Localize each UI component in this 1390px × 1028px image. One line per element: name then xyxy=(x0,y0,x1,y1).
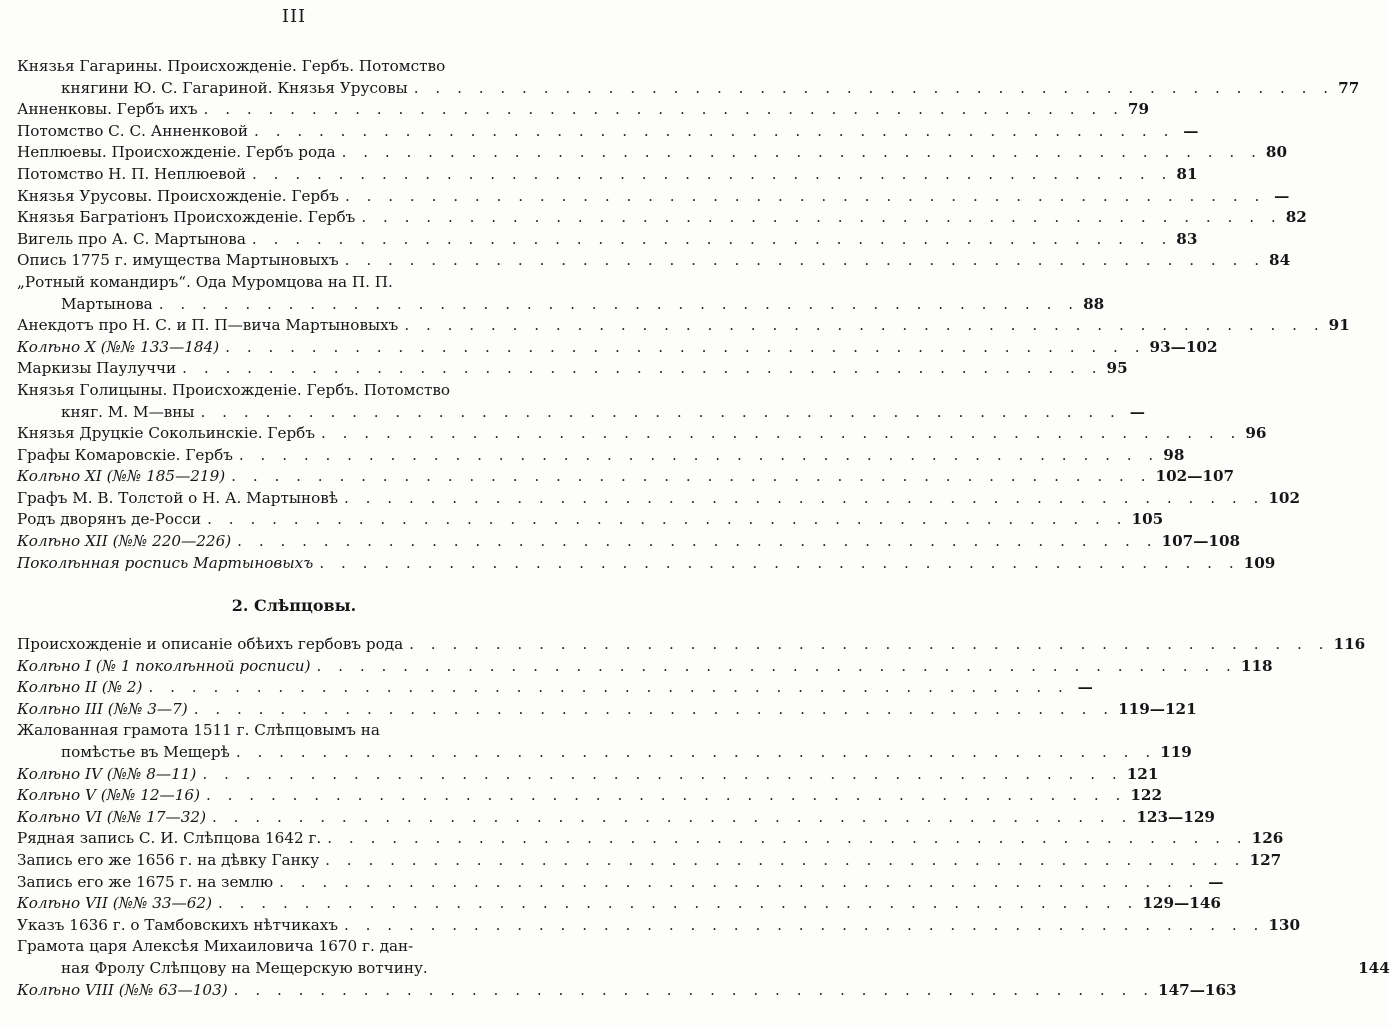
toc-entry-title: „Ротный командиръ“. Ода Муромцова на П. П. xyxy=(17,272,393,291)
toc-entry xyxy=(17,488,1301,510)
toc-entry-page: 144 xyxy=(1358,958,1390,977)
dot-leader xyxy=(206,807,1132,829)
toc-entry xyxy=(17,142,1288,164)
toc-entry-title: Колѣно XII (№№ 220—226) xyxy=(17,532,232,551)
toc-entry xyxy=(17,229,1198,251)
toc-entry-title: Запись его же 1675 г. на землю xyxy=(17,872,274,891)
dot-leader xyxy=(408,78,1334,100)
toc-entry-page: 77 xyxy=(1338,78,1360,97)
toc-entry xyxy=(17,78,1360,100)
dot-leader xyxy=(188,699,1114,721)
section-heading: 2. Слѣпцовы. xyxy=(231,596,357,615)
toc-entry-title: Князья Друцкіе Сокольинскіе. Гербъ xyxy=(17,424,315,443)
toc-entry-title: помѣстье въ Мещерѣ xyxy=(61,742,230,761)
toc-entry xyxy=(17,980,1237,1002)
dot-leader xyxy=(176,358,1102,380)
toc-entry-page: 83 xyxy=(1176,229,1198,248)
toc-entry xyxy=(17,272,571,294)
dot-leader xyxy=(153,294,1079,316)
dot-leader xyxy=(403,634,1329,656)
toc-entry xyxy=(17,250,1291,272)
dot-leader xyxy=(201,509,1127,531)
dot-leader xyxy=(225,466,1151,488)
toc-entry-page: — xyxy=(1077,678,1093,697)
toc-entry-page: 96 xyxy=(1245,424,1267,443)
dot-leader xyxy=(200,785,1126,807)
dot-leader xyxy=(338,488,1264,510)
toc-entry-page: 102 xyxy=(1268,488,1301,507)
dot-leader xyxy=(228,980,1154,1002)
toc-entry-title: Колѣно VII (№№ 33—62) xyxy=(17,894,212,913)
dot-leader xyxy=(273,872,1199,894)
toc-entry xyxy=(17,402,1145,424)
toc-entry-title: Князья Багратіонъ Происхожденіе. Гербъ xyxy=(17,208,356,227)
toc-entry-page: 80 xyxy=(1265,143,1288,162)
toc-entry-title: ная Фролу Слѣпцову на Мещерскую вотчину. xyxy=(61,958,428,977)
toc-entry xyxy=(17,764,1159,786)
toc-entry-title: Колѣно X (№№ 133—184) xyxy=(17,337,220,356)
toc-entry-title: Колѣно VIII (№№ 63—103) xyxy=(17,980,228,999)
dot-leader xyxy=(198,99,1124,121)
toc-entry-page: 109 xyxy=(1243,553,1276,572)
toc-entry-page: 121 xyxy=(1126,764,1159,783)
toc-entry-title: Колѣно I (№ 1 поколѣнной росписи) xyxy=(17,656,311,675)
toc-entry-title: княг. М. М—вны xyxy=(61,402,195,421)
toc-entry-page: 122 xyxy=(1130,786,1163,805)
toc-entry-title: Графы Комаровскіе. Гербъ xyxy=(17,445,233,464)
dot-leader xyxy=(315,423,1241,445)
toc-entry xyxy=(17,785,1163,807)
toc-entry-title: Колѣно IV (№№ 8—11) xyxy=(17,764,197,783)
toc-entry-page: 147—163 xyxy=(1158,980,1237,999)
toc-entry xyxy=(17,509,1164,531)
toc-entry-page: 123—129 xyxy=(1136,807,1215,826)
dot-leader xyxy=(219,337,1145,359)
toc-entry-page: — xyxy=(1208,872,1224,891)
toc-entry-page: 130 xyxy=(1268,915,1301,934)
toc-entry xyxy=(17,315,1350,337)
dot-leader xyxy=(355,207,1281,229)
toc-entry-title: Запись его же 1656 г. на дѣвку Ганку xyxy=(17,850,320,869)
toc-entry-title: Мартынова xyxy=(61,294,153,313)
page-number: III xyxy=(281,6,307,27)
dot-leader xyxy=(336,142,1262,164)
toc-entry-title: Анекдотъ про Н. С. и П. П—вича Мартыновыхъ xyxy=(17,316,399,335)
toc-entry-page: 126 xyxy=(1251,829,1284,848)
toc-entry-title: Грамота царя Алексѣя Михаиловича 1670 г. дан- xyxy=(17,937,414,956)
toc-entry-page: 129—146 xyxy=(1142,894,1221,913)
toc-entry xyxy=(17,958,1390,980)
toc-entry-title: Колѣно II (№ 2) xyxy=(17,678,143,697)
dot-leader xyxy=(196,764,1122,786)
toc-entry-page: 105 xyxy=(1131,510,1164,529)
toc-entry xyxy=(17,99,1150,121)
dot-leader xyxy=(195,402,1121,424)
toc-entry xyxy=(17,380,571,402)
toc-entry-title: княгини Ю. С. Гагариной. Князья Урусовы xyxy=(61,78,408,97)
toc-entry-page: 81 xyxy=(1176,164,1198,183)
toc-entry-page: 95 xyxy=(1106,359,1128,378)
toc-entry-title: Жалованная грамота 1511 г. Слѣпцовымъ на xyxy=(17,721,380,740)
toc-entry-page: 98 xyxy=(1163,445,1185,464)
dot-leader xyxy=(339,186,1265,208)
toc-entry xyxy=(17,56,571,78)
dot-leader xyxy=(398,315,1324,337)
toc-entry xyxy=(17,699,1197,721)
toc-entry xyxy=(17,121,1199,143)
toc-entry xyxy=(17,207,1307,229)
toc-entry-title: Князья Урусовы. Происхожденіе. Гербъ xyxy=(17,186,339,205)
toc-entry-title: Поколѣнная роспись Мартыновыхъ xyxy=(17,553,314,572)
toc-entry xyxy=(17,828,1284,850)
toc-entry-page: 88 xyxy=(1083,294,1105,313)
toc-entry-page: 91 xyxy=(1328,316,1350,335)
dot-leader xyxy=(339,250,1265,272)
toc-entry-title: Указъ 1636 г. о Тамбовскихъ нѣтчикахъ xyxy=(17,915,338,934)
toc-entry-title: Колѣно VI (№№ 17—32) xyxy=(17,807,206,826)
toc-entry xyxy=(17,358,1128,380)
dot-leader xyxy=(233,445,1159,467)
dot-leader xyxy=(142,677,1068,699)
toc-entry xyxy=(17,466,1235,488)
dot-leader xyxy=(321,828,1247,850)
toc-entry-page: 119 xyxy=(1160,742,1192,761)
toc-entry xyxy=(17,445,1185,467)
toc-entry xyxy=(17,936,571,958)
toc-entry-page: 127 xyxy=(1249,850,1282,869)
toc-entry-title: Опись 1775 г. имущества Мартыновыхъ xyxy=(17,251,339,270)
toc-entry xyxy=(17,531,1241,553)
toc-entry-title: Вигель про А. С. Мартынова xyxy=(17,229,246,248)
toc-entry-title: Неплюевы. Происхожденіе. Гербъ рода xyxy=(17,143,336,162)
toc-entry xyxy=(17,807,1215,829)
dot-leader xyxy=(246,229,1172,251)
toc-entry xyxy=(17,677,1093,699)
dot-leader xyxy=(311,656,1237,678)
toc-entry xyxy=(17,720,571,742)
toc-entry-title: Потомство С. С. Анненковой xyxy=(17,121,249,140)
toc-entry xyxy=(17,893,1221,915)
toc-section-martynovy xyxy=(17,56,1360,574)
toc-entry-page: 116 xyxy=(1333,635,1366,653)
toc-entry-title: Князья Гагарины. Происхожденіе. Гербъ. Потомство xyxy=(17,57,446,75)
toc-entry xyxy=(17,742,1192,764)
toc-entry xyxy=(17,423,1267,445)
toc-entry-title: Колѣно XI (№№ 185—219) xyxy=(17,467,226,486)
dot-leader xyxy=(319,850,1245,872)
toc-entry-title: Маркизы Паулуччи xyxy=(17,359,177,378)
toc-entry-page: 107—108 xyxy=(1161,532,1241,551)
dot-leader xyxy=(230,742,1156,764)
toc-entry-title: Родъ дворянъ де-Росси xyxy=(17,510,202,529)
toc-entry-title: Князья Голицыны. Происхожденіе. Гербъ. Потомство xyxy=(17,380,451,399)
toc-entry-page: — xyxy=(1129,402,1145,421)
toc-entry xyxy=(17,294,1105,316)
toc-entry xyxy=(17,186,1290,208)
toc-entry xyxy=(17,915,1301,937)
toc-entry-title: Потомство Н. П. Неплюевой xyxy=(17,164,247,183)
dot-leader xyxy=(313,553,1239,575)
toc-entry-title: Графъ М. В. Толстой о Н. А. Мартыновѣ xyxy=(17,488,338,507)
toc-entry-page: 82 xyxy=(1285,208,1307,227)
toc-entry xyxy=(17,337,1218,359)
toc-entry-title: Происхожденіе и описаніе обѣихъ гербовъ рода xyxy=(17,635,404,653)
toc-entry-page: 93—102 xyxy=(1149,337,1218,356)
toc-entry-page: 84 xyxy=(1269,251,1291,270)
toc-entry xyxy=(17,164,1198,186)
toc-entry xyxy=(17,872,1224,894)
toc-entry xyxy=(17,850,1282,872)
toc-entry-title: Колѣно V (№№ 12—16) xyxy=(17,786,200,805)
toc-entry-page: — xyxy=(1183,121,1199,140)
dot-leader xyxy=(212,893,1138,915)
dot-leader xyxy=(248,121,1174,143)
toc-entry-title: Колѣно III (№№ 3—7) xyxy=(17,699,188,718)
toc-entry-page: 118 xyxy=(1240,656,1273,675)
toc-entry-page: 102—107 xyxy=(1155,467,1235,486)
toc-entry-page: 79 xyxy=(1127,100,1150,119)
toc-entry-title: Рядная запись С. И. Слѣпцова 1642 г. xyxy=(17,829,322,848)
toc-entry xyxy=(17,634,1366,656)
toc-entry-page: 119—121 xyxy=(1118,699,1197,718)
dot-leader xyxy=(338,915,1264,937)
toc-entry xyxy=(17,656,1273,678)
dot-leader xyxy=(246,164,1172,186)
toc-entry-page: — xyxy=(1274,186,1290,205)
toc-entry xyxy=(17,553,1276,575)
toc-section-sleptsovy xyxy=(17,634,1390,1001)
toc-entry-title: Анненковы. Гербъ ихъ xyxy=(17,100,198,119)
dot-leader xyxy=(231,531,1157,553)
